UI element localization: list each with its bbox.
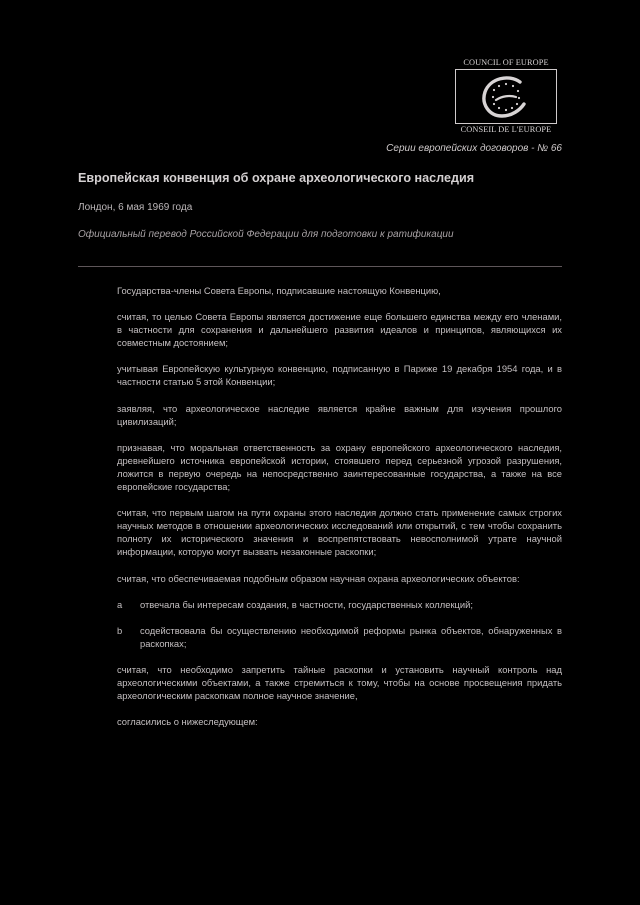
list-item: [117, 598, 562, 611]
preamble-paragraph: считая, что обеспечиваемая подобным образом научная охрана археологических объектов:: [117, 572, 520, 584]
preamble-paragraph: заявляя, что археологическое наследие является крайне важным для изучения прошлого цивилизаций;: [117, 402, 562, 427]
preamble-paragraph: признавая, что моральная ответственность за охрану европейского археологического наследия, древнейшего источника европейской истории, стоявшего перед серьезной угрозой разрушения, ложится в первую очередь на непосредственно заинтересованные государства, а также на все европейские государства;: [117, 441, 562, 493]
preamble-paragraph: учитывая Европейскую культурную конвенцию, подписанную в Париже 19 декабря 1954 года, и в частности статью 5 этой Конвенции;: [117, 363, 562, 388]
list-text: отвечала бы интересам создания, в частности, государственных коллекций;: [140, 598, 473, 610]
document-title: Европейская конвенция об охране археологического наследия: [78, 171, 475, 185]
preamble-paragraph: Государства-члены Совета Европы, подписавшие настоящую Конвенцию,: [117, 285, 441, 296]
horizontal-divider: [78, 266, 562, 267]
council-of-europe-emblem-icon: [455, 69, 557, 124]
preamble-paragraph: считая, что первым шагом на пути охраны этого наследия должно стать применение самых строгих научных методов в отношении археологических исследований или открытий, с тем чтобы сохранить полноту их исторического значения и воспрепятствовать невосполнимой утрате научной информации, которую могут вызвать незаконные раскопки;: [117, 507, 562, 558]
council-of-europe-logo: [450, 58, 562, 135]
preamble: [117, 284, 562, 741]
place-date: Лондон, 6 мая 1969 года: [78, 202, 193, 213]
list-item: [117, 624, 562, 650]
translation-note: Официальный перевод Российской Федерации для подготовки к ратификации: [78, 229, 454, 240]
list-text: содействовала бы осуществлению необходимой реформы рынка объектов, обнаруженных в раскопках;: [140, 624, 562, 649]
list-marker: a: [117, 598, 123, 610]
agreement-statement: согласились о нижеследующем:: [117, 716, 258, 728]
logo-bottom-text: CONSEIL DE L'EUROPE: [460, 125, 552, 134]
preamble-paragraph: считая, то целью Совета Европы является достижение еще большего единства между его членами, в частности для сохранения и дальнейшего развития идеалов и принципов, являющихся их совместным достоянием;: [117, 311, 562, 349]
treaty-series-label: Серии европейских договоров - № 66: [386, 143, 562, 154]
list-marker: b: [117, 624, 123, 636]
logo-top-text: COUNCIL OF EUROPE: [463, 58, 549, 67]
preamble-paragraph: считая, что необходимо запретить тайные раскопки и установить научный контроль над археологическими объектами, а также стремиться к тому, чтобы на основе просвещения придать археологическим раскопкам полное научное значение,: [117, 663, 562, 702]
